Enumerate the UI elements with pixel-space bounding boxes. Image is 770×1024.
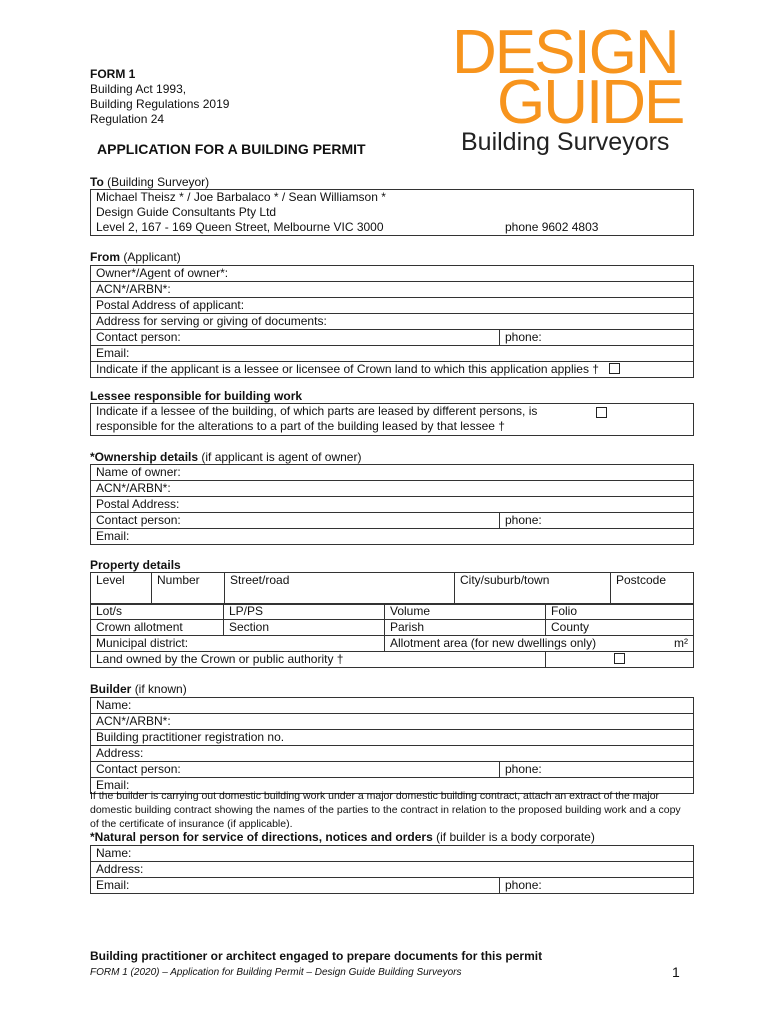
lessee-line-1: Indicate if a lessee of the building, of which parts are leased by different persons, is [96, 404, 538, 418]
builder-name-field[interactable]: Name: [91, 698, 694, 714]
crown-land-checkbox[interactable] [609, 363, 620, 374]
builder-registration-field[interactable]: Building practitioner registration no. [91, 730, 694, 746]
contact-person-field[interactable]: Contact person: [91, 330, 500, 346]
surveyor-phone: phone 9602 4803 [505, 220, 599, 234]
square-metre-unit: m² [674, 636, 688, 650]
folio-field[interactable]: Folio [546, 604, 694, 620]
email-field[interactable]: Email: [91, 346, 694, 362]
crown-owned-cell [546, 652, 694, 668]
owner-postal-field[interactable]: Postal Address: [91, 497, 694, 513]
crown-land-row [91, 362, 694, 378]
lpps-field[interactable]: LP/PS [224, 604, 385, 620]
owner-email-field[interactable]: Email: [91, 529, 694, 545]
street-field[interactable]: Street/road [225, 573, 455, 605]
service-address-field[interactable]: Address for serving or giving of documents: [91, 314, 694, 330]
postcode-field[interactable]: Postcode [611, 573, 694, 605]
logo-tagline: Building Surveyors [461, 128, 670, 156]
logo-guide-word: GUIDE [497, 68, 684, 137]
owner-phone-field[interactable]: phone: [500, 513, 694, 529]
to-section-title [90, 175, 209, 189]
builder-sub: (if known) [134, 682, 187, 696]
property-title-table [90, 603, 694, 668]
regulation-number: Regulation 24 [90, 112, 165, 126]
crown-owned-checkbox[interactable] [614, 653, 625, 664]
number-field[interactable]: Number [152, 573, 225, 605]
builder-contact-field[interactable]: Contact person: [91, 762, 500, 778]
logo-design-word: DESIGN [452, 18, 678, 87]
owner-contact-field[interactable]: Contact person: [91, 513, 500, 529]
natural-person-sub: (if builder is a body corporate) [436, 830, 595, 844]
lessee-box [90, 403, 694, 436]
builder-contract-note: If the builder is carrying out domestic building work under a major domestic building contract, attach an extract of the major domestic building contract showing the names of the parties to the contract in relation to the proposed building work and a copy of the certificate of insurance (if applicable). [90, 790, 681, 830]
from-section-title [90, 250, 181, 264]
natural-phone-field[interactable]: phone: [500, 878, 694, 894]
regulations-reference: Building Regulations 2019 [90, 97, 230, 111]
to-label: To [90, 175, 104, 189]
volume-field[interactable]: Volume [385, 604, 546, 620]
ownership-label: *Ownership details [90, 450, 199, 464]
form-title: APPLICATION FOR A BUILDING PERMIT [97, 141, 366, 157]
builder-table [90, 697, 694, 794]
property-section-title: Property details [90, 558, 181, 572]
owner-name-field[interactable]: Name of owner: [91, 465, 694, 481]
lessee-checkbox[interactable] [596, 407, 607, 418]
lessee-section-title: Lessee responsible for building work [90, 389, 303, 403]
natural-email-field[interactable]: Email: [91, 878, 500, 894]
municipal-district-field[interactable]: Municipal district: [91, 636, 385, 652]
surveyor-address: Level 2, 167 - 169 Queen Street, Melbourne VIC 3000 [96, 220, 384, 234]
ownership-sub: (if applicant is agent of owner) [201, 450, 362, 464]
lessee-line-2: responsible for the alterations to a part of the building leased by that lessee † [96, 419, 505, 433]
surveyor-company: Design Guide Consultants Pty Ltd [96, 205, 277, 219]
builder-acn-field[interactable]: ACN*/ARBN*: [91, 714, 694, 730]
acn-field[interactable]: ACN*/ARBN*: [91, 282, 694, 298]
crown-land-label: Indicate if the applicant is a lessee or licensee of Crown land to which this application applies † [96, 362, 599, 376]
allotment-area-label: Allotment area (for new dwellings only) [390, 636, 597, 650]
builder-email-field[interactable]: Email: [91, 778, 694, 794]
page-footer: FORM 1 (2020) – Application for Building Permit – Design Guide Building Surveyors [90, 967, 462, 978]
postal-address-field[interactable]: Postal Address of applicant: [91, 298, 694, 314]
surveyor-box [90, 189, 694, 236]
ownership-section-title [90, 450, 361, 464]
builder-label: Builder [90, 682, 132, 696]
city-field[interactable]: City/suburb/town [455, 573, 611, 605]
natural-person-label: *Natural person for service of directions, notices and orders [90, 830, 433, 844]
builder-address-field[interactable]: Address: [91, 746, 694, 762]
natural-address-field[interactable]: Address: [91, 862, 694, 878]
page-number: 1 [672, 964, 680, 980]
from-sub: (Applicant) [123, 250, 181, 264]
ownership-table [90, 464, 694, 545]
practitioner-section-title: Building practitioner or architect engaged to prepare documents for this permit [90, 949, 543, 963]
form-number: FORM 1 [90, 67, 136, 81]
builder-phone-field[interactable]: phone: [500, 762, 694, 778]
applicant-table [90, 265, 694, 378]
county-field[interactable]: County [546, 620, 694, 636]
act-reference: Building Act 1993, [90, 82, 187, 96]
owner-agent-field[interactable]: Owner*/Agent of owner*: [91, 266, 694, 282]
lots-field[interactable]: Lot/s [91, 604, 224, 620]
natural-name-field[interactable]: Name: [91, 846, 694, 862]
section-field[interactable]: Section [224, 620, 385, 636]
surveyor-names: Michael Theisz * / Joe Barbalaco * / Sean Williamson * [96, 190, 386, 204]
crown-allotment-field[interactable]: Crown allotment [91, 620, 224, 636]
property-address-table [90, 572, 694, 605]
crown-owned-field: Land owned by the Crown or public authority † [91, 652, 546, 668]
natural-person-table [90, 845, 694, 894]
builder-section-title [90, 682, 187, 696]
parish-field[interactable]: Parish [385, 620, 546, 636]
from-label: From [90, 250, 120, 264]
level-field[interactable]: Level [91, 573, 152, 605]
allotment-area-field[interactable] [385, 636, 694, 652]
owner-acn-field[interactable]: ACN*/ARBN*: [91, 481, 694, 497]
to-sub: (Building Surveyor) [107, 175, 210, 189]
natural-person-section-title [90, 830, 595, 844]
phone-field[interactable]: phone: [500, 330, 694, 346]
